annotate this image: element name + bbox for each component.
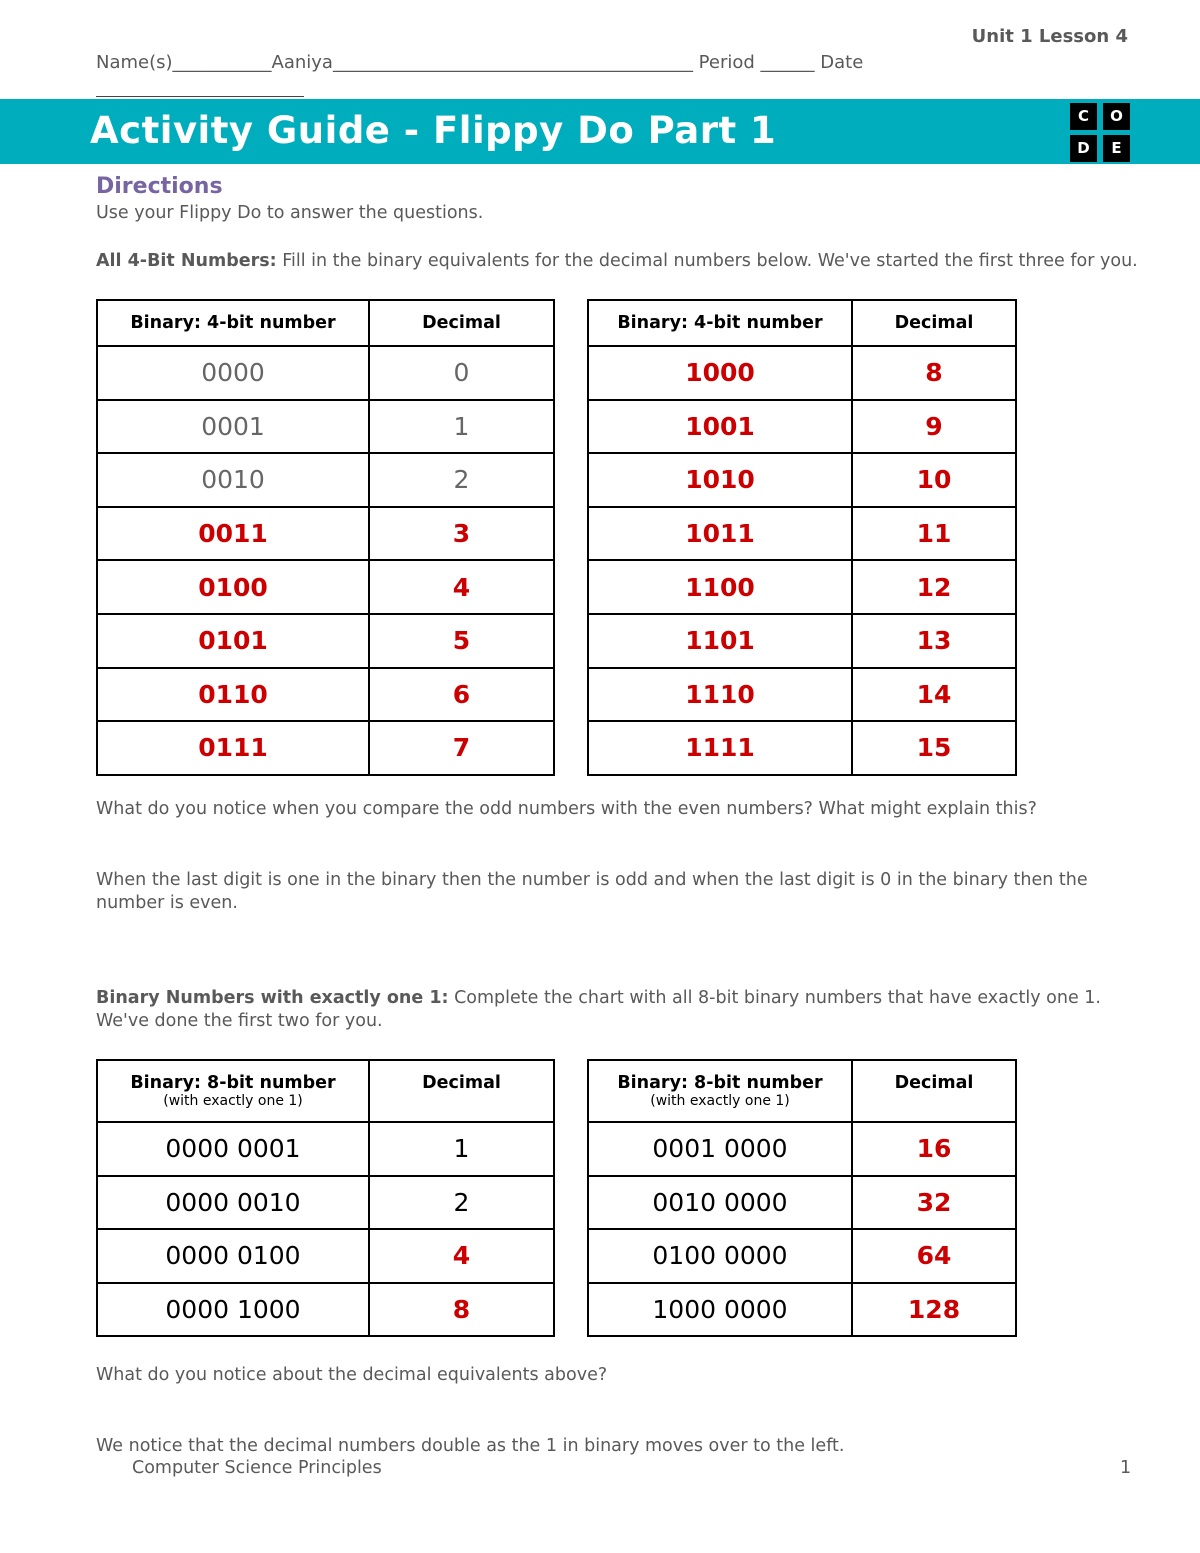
logo-letter-o: O: [1103, 103, 1130, 130]
header-binary-8bit-label: Binary: 8-bit number: [130, 1073, 336, 1093]
binary-cell: 1000 0000: [588, 1283, 852, 1337]
footer-course-name: Computer Science Principles: [132, 1458, 382, 1478]
table-row: [97, 668, 554, 722]
header-binary-8bit: [97, 1060, 369, 1122]
footer-page-number: 1: [1120, 1458, 1132, 1478]
header-binary-8bit-sub: (with exactly one 1): [163, 1093, 303, 1109]
header-decimal: Decimal: [852, 300, 1016, 346]
decimal-cell: 7: [369, 721, 554, 775]
table-row: [588, 346, 1016, 400]
section2-instructions: [96, 987, 1101, 1010]
decimal-cell: 1: [369, 400, 554, 454]
logo-letter-e: E: [1103, 135, 1130, 162]
decimal-cell: 64: [852, 1229, 1016, 1283]
header-binary-8bit-label: Binary: 8-bit number: [617, 1073, 823, 1093]
decimal-cell: 2: [369, 1176, 554, 1230]
section2-instructions-line2: We've done the first two for you.: [96, 1011, 383, 1031]
logo-letter-c: C: [1070, 103, 1097, 130]
table-row: [588, 400, 1016, 454]
table-row: [588, 560, 1016, 614]
binary-cell: 1000: [588, 346, 852, 400]
four-bit-table-left: [96, 299, 555, 776]
decimal-cell: 13: [852, 614, 1016, 668]
table-row: [97, 346, 554, 400]
decimal-cell: 8: [369, 1283, 554, 1337]
decimal-cell: 128: [852, 1283, 1016, 1337]
binary-cell: 0000 0100: [97, 1229, 369, 1283]
binary-cell: 1110: [588, 668, 852, 722]
binary-cell: 1001: [588, 400, 852, 454]
binary-cell: 1010: [588, 453, 852, 507]
decimal-cell: 9: [852, 400, 1016, 454]
eight-bit-table-right: [587, 1059, 1017, 1337]
binary-cell: 0001 0000: [588, 1122, 852, 1176]
decimal-cell: 6: [369, 668, 554, 722]
decimal-cell: 32: [852, 1176, 1016, 1230]
section2-label: Binary Numbers with exactly one 1:: [96, 988, 449, 1008]
binary-cell: 0000 1000: [97, 1283, 369, 1337]
decimal-cell: 12: [852, 560, 1016, 614]
binary-cell: 1111: [588, 721, 852, 775]
name-period-date-line: Name(s)___________Aaniya________________________________________ Period ______ Date: [96, 52, 864, 73]
header-decimal: Decimal: [852, 1060, 1016, 1122]
directions-heading: Directions: [96, 174, 223, 199]
decimal-cell: 5: [369, 614, 554, 668]
name-underline: [96, 96, 304, 97]
decimal-cell: 3: [369, 507, 554, 561]
header-decimal: Decimal: [369, 300, 554, 346]
table-row: [97, 614, 554, 668]
decimal-equivalents-answer: We notice that the decimal numbers double as the 1 in binary moves over to the left.: [96, 1436, 845, 1456]
header-binary-8bit: [588, 1060, 852, 1122]
decimal-cell: 14: [852, 668, 1016, 722]
odd-even-answer-line1: When the last digit is one in the binary then the number is odd and when the last digit is 0 in the binary then the: [96, 870, 1088, 890]
decimal-cell: 15: [852, 721, 1016, 775]
binary-cell: 0000 0010: [97, 1176, 369, 1230]
binary-cell: 0110: [97, 668, 369, 722]
header-binary: Binary: 4-bit number: [97, 300, 369, 346]
section1-instructions-text: Fill in the binary equivalents for the decimal numbers below. We've started the first three for you.: [276, 251, 1138, 271]
binary-cell: 1011: [588, 507, 852, 561]
table-row: [97, 1176, 554, 1230]
binary-cell: 0111: [97, 721, 369, 775]
header-decimal: Decimal: [369, 1060, 554, 1122]
decimal-cell: 2: [369, 453, 554, 507]
binary-cell: 0010 0000: [588, 1176, 852, 1230]
decimal-cell: 1: [369, 1122, 554, 1176]
decimal-cell: 8: [852, 346, 1016, 400]
header-binary: Binary: 4-bit number: [588, 300, 852, 346]
table-row: [588, 614, 1016, 668]
logo-letter-d: D: [1070, 135, 1097, 162]
table-row: [97, 1229, 554, 1283]
section1-instructions: [96, 250, 1156, 273]
table-row: [97, 1283, 554, 1337]
binary-cell: 0010: [97, 453, 369, 507]
odd-even-question: What do you notice when you compare the odd numbers with the even numbers? What might explain this?: [96, 799, 1037, 819]
table-row: [588, 507, 1016, 561]
table-row: [97, 1122, 554, 1176]
page-title: Activity Guide - Flippy Do Part 1: [90, 109, 777, 152]
table-row: [588, 721, 1016, 775]
binary-cell: 1101: [588, 614, 852, 668]
odd-even-answer-line2: number is even.: [96, 893, 238, 913]
table-row: [97, 721, 554, 775]
table-row: [97, 400, 554, 454]
decimal-cell: 10: [852, 453, 1016, 507]
directions-text: Use your Flippy Do to answer the questions.: [96, 203, 484, 223]
decimal-cell: 11: [852, 507, 1016, 561]
decimal-cell: 4: [369, 560, 554, 614]
binary-cell: 1100: [588, 560, 852, 614]
binary-cell: 0000 0001: [97, 1122, 369, 1176]
header-binary-8bit-sub: (with exactly one 1): [650, 1093, 790, 1109]
decimal-cell: 4: [369, 1229, 554, 1283]
binary-cell: 0101: [97, 614, 369, 668]
table-row: [97, 453, 554, 507]
table-row: [588, 453, 1016, 507]
decimal-cell: 16: [852, 1122, 1016, 1176]
binary-cell: 0001: [97, 400, 369, 454]
binary-cell: 0100 0000: [588, 1229, 852, 1283]
section2-instructions-text: Complete the chart with all 8-bit binary numbers that have exactly one 1.: [448, 988, 1101, 1008]
eight-bit-table-left: [96, 1059, 555, 1337]
table-row: [588, 1176, 1016, 1230]
binary-cell: 0000: [97, 346, 369, 400]
decimal-equivalents-question: What do you notice about the decimal equivalents above?: [96, 1365, 608, 1385]
section1-label: All 4-Bit Numbers:: [96, 251, 277, 271]
title-banner: [0, 99, 1200, 164]
table-row: [588, 1229, 1016, 1283]
table-row: [588, 668, 1016, 722]
table-row: [97, 507, 554, 561]
table-row: [588, 1283, 1016, 1337]
binary-cell: 0100: [97, 560, 369, 614]
decimal-cell: 0: [369, 346, 554, 400]
code-org-logo: [1070, 101, 1132, 163]
binary-cell: 0011: [97, 507, 369, 561]
table-row: [588, 1122, 1016, 1176]
unit-lesson-label: Unit 1 Lesson 4: [971, 26, 1128, 47]
table-row: [97, 560, 554, 614]
four-bit-table-right: [587, 299, 1017, 776]
